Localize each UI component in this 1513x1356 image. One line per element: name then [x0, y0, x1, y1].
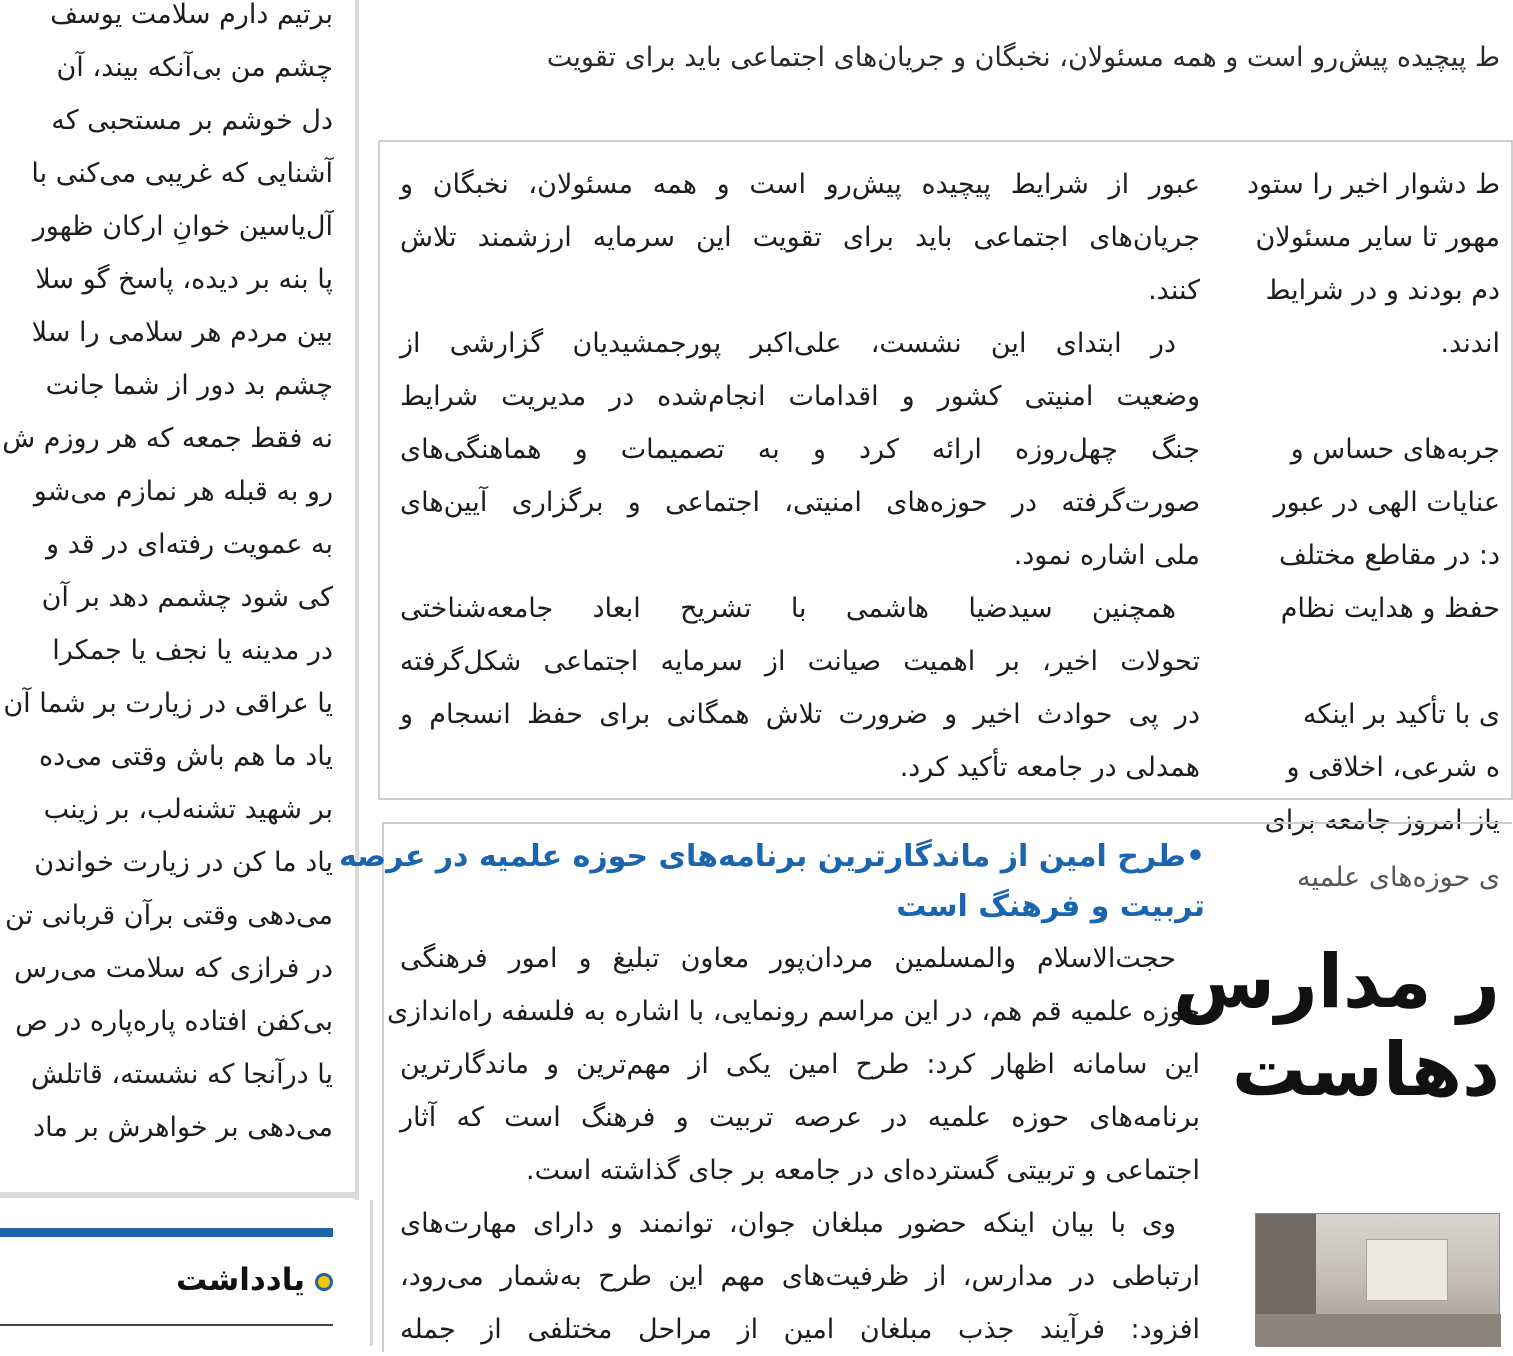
article-body	[400, 158, 1200, 794]
article-line	[1244, 635, 1500, 688]
article-line: جنگ چهل‌روزه ارائه کرد و به تصمیمات و هماهنگی‌های	[400, 434, 1200, 465]
article-body	[386, 932, 1200, 1356]
poem-line: نه فقط جمعه که هر روزم ش	[2, 423, 333, 454]
poem-line: کی شود چشمم دهد بر آن	[41, 582, 333, 613]
article-line: اجتماعی و تربیتی گسترده‌ای در جامعه بر جای گذاشته است.	[526, 1155, 1200, 1186]
article-line: این سامانه اظهار کرد: طرح امین یکی از مهم‌ترین و ماندگارترین	[400, 1049, 1200, 1080]
article-line: حوزه علمیه قم هم، در این مراسم رونمایی، با اشاره به فلسفه راه‌اندازی	[386, 996, 1200, 1027]
poem-line: بی‌کفن افتاده پاره‌پاره در ص	[15, 1006, 333, 1037]
column-divider	[370, 1200, 373, 1346]
poem-line: چشم بد دور از شما جانت	[45, 370, 333, 401]
article-line: عبور از شرایط پیچیده پیش‌رو است و همه مسئولان، نخبگان و	[400, 169, 1200, 200]
poem-line: پا بنه بر دیده، پاسخ گو سلا	[35, 264, 333, 295]
article-line: افزود: فرآیند جذب مبلغان امین از مراحل مختلفی از جمله	[400, 1314, 1200, 1345]
title-line: ر مدارس	[1172, 939, 1500, 1025]
article-title	[1172, 938, 1500, 1114]
article-line: د: در مقاطع مختلف	[1278, 540, 1500, 571]
article-line: وی با بیان اینکه حضور مبلغان جوان، توانمند و دارای مهارت‌های	[400, 1208, 1176, 1239]
title-line: دهاست	[1231, 1027, 1500, 1113]
article-line: مهور تا سایر مسئولان	[1255, 222, 1500, 253]
section-heading-label: یادداشت	[175, 1262, 305, 1298]
poem-line: یاد ما هم باش وقتی می‌ده	[38, 741, 333, 772]
headline-line: تربیت و فرهنگ است	[896, 889, 1205, 924]
section-rule	[0, 1324, 333, 1326]
article-line	[1244, 370, 1500, 423]
poem-line: آشنایی که غریبی می‌کنی با	[31, 158, 333, 189]
article-headline	[338, 832, 1205, 932]
poem-line: در مدینه یا نجف یا جمکرا	[52, 635, 333, 666]
intro-text	[380, 0, 1500, 84]
poem-line: در فرازی که سلامت می‌رس	[14, 953, 333, 984]
article-line: حجت‌الاسلام والمسلمین مردان‌پور معاون تبلیغ و امور فرهنگی	[400, 943, 1176, 974]
article-line: اندند.	[1440, 328, 1500, 359]
poem-line: چشم من بی‌آنکه بیند، آن	[56, 52, 333, 83]
poem-line: برتیم دارم سلامت یوسف	[50, 0, 333, 30]
poem-line: آل‌یاسین خوانِ ارکان ظهور	[32, 211, 333, 242]
article-line: تحولات اخیر، بر اهمیت صیانت از سرمایه اجتماعی شکل‌گرفته	[400, 646, 1200, 677]
poem-line: یا عراقی در زیارت بر شما آن	[3, 688, 333, 719]
poem-line: یا درآنجا که نشسته، قاتلش	[30, 1059, 333, 1090]
poem-line: یاد ما کن در زیارت خواندن	[34, 847, 333, 878]
intro-line: ط پیچیده پیش‌رو است و همه مسئولان، نخبگان و جریان‌های اجتماعی باید برای تقویت	[546, 42, 1500, 73]
column-divider	[355, 0, 359, 1200]
article-line: عنایات الهی در عبور	[1273, 487, 1500, 518]
poem-line: رو به قبله هر نمازم می‌شو	[33, 476, 333, 507]
article-line: ارتباطی در مدارس، از ظرفیت‌های مهم این طرح به‌شمار می‌رود،	[400, 1261, 1200, 1292]
article-photo	[1255, 1213, 1500, 1346]
article-line: ط دشوار اخیر را ستود	[1247, 169, 1500, 200]
article-line: حفظ و هدایت نظام	[1280, 593, 1500, 624]
bullet-icon	[315, 1273, 333, 1291]
headline-line: •طرح امین از ماندگارترین برنامه‌های حوزه علمیه در عرصه	[338, 839, 1205, 874]
article-line: صورت‌گرفته در حوزه‌های امنیتی، اجتماعی و برگزاری آیین‌های	[400, 487, 1200, 518]
poem-line: دل خوشم بر مستحبی که	[51, 105, 333, 136]
poem-line: می‌دهی وقتی برآن قربانی تن	[4, 900, 333, 931]
article-line: همچنین سیدضیا هاشمی با تشریح ابعاد جامعه‌شناختی	[400, 593, 1176, 624]
article-line: برنامه‌های حوزه علمیه در عرصه تربیت و فرهنگ است که آثار	[400, 1102, 1200, 1133]
article-line: ه شرعی، اخلاقی و	[1286, 752, 1500, 783]
article-line: ی با تأکید بر اینکه	[1302, 699, 1500, 730]
article-line: در پی حوادث اخیر و ضرورت تلاش همگانی برای حفظ انسجام و	[400, 699, 1200, 730]
poem-line: به عمویت رفته‌ای در قد و	[46, 529, 333, 560]
article-line: جریان‌های اجتماعی باید برای تقویت این سرمایه ارزشمند تلاش	[400, 222, 1200, 253]
intro-line	[380, 0, 1500, 31]
article-line: یاز امروز جامعه برای	[1264, 805, 1500, 836]
article-line: ملی اشاره نمود.	[1013, 540, 1200, 571]
poem-line: بر شهید تشنه‌لب، بر زینب	[43, 794, 333, 825]
poem-line: می‌دهی بر خواهرش بر ماد	[33, 1112, 333, 1143]
article-line: همدلی در جامعه تأکید کرد.	[899, 752, 1200, 783]
article-line: دم بودند و در شرایط	[1265, 275, 1500, 306]
article-line: در ابتدای این نشست، علی‌اکبر پورجمشیدیان گزارشی از	[400, 328, 1176, 359]
column-divider	[0, 1192, 359, 1198]
poem-column	[0, 0, 333, 1154]
section-heading	[0, 1256, 333, 1304]
article-kicker: ی حوزه‌های علمیه	[1296, 862, 1500, 893]
article-line: وضعیت امنیتی کشور و اقدامات انجام‌شده در مدیریت شرایط	[400, 381, 1200, 412]
poem-line: بین مردم هر سلامی را سلا	[31, 317, 333, 348]
section-accent-bar	[0, 1228, 333, 1237]
article-line: کنند.	[1148, 275, 1200, 306]
article-line: جربه‌های حساس و	[1290, 434, 1500, 465]
adjacent-article-column	[1244, 158, 1500, 847]
